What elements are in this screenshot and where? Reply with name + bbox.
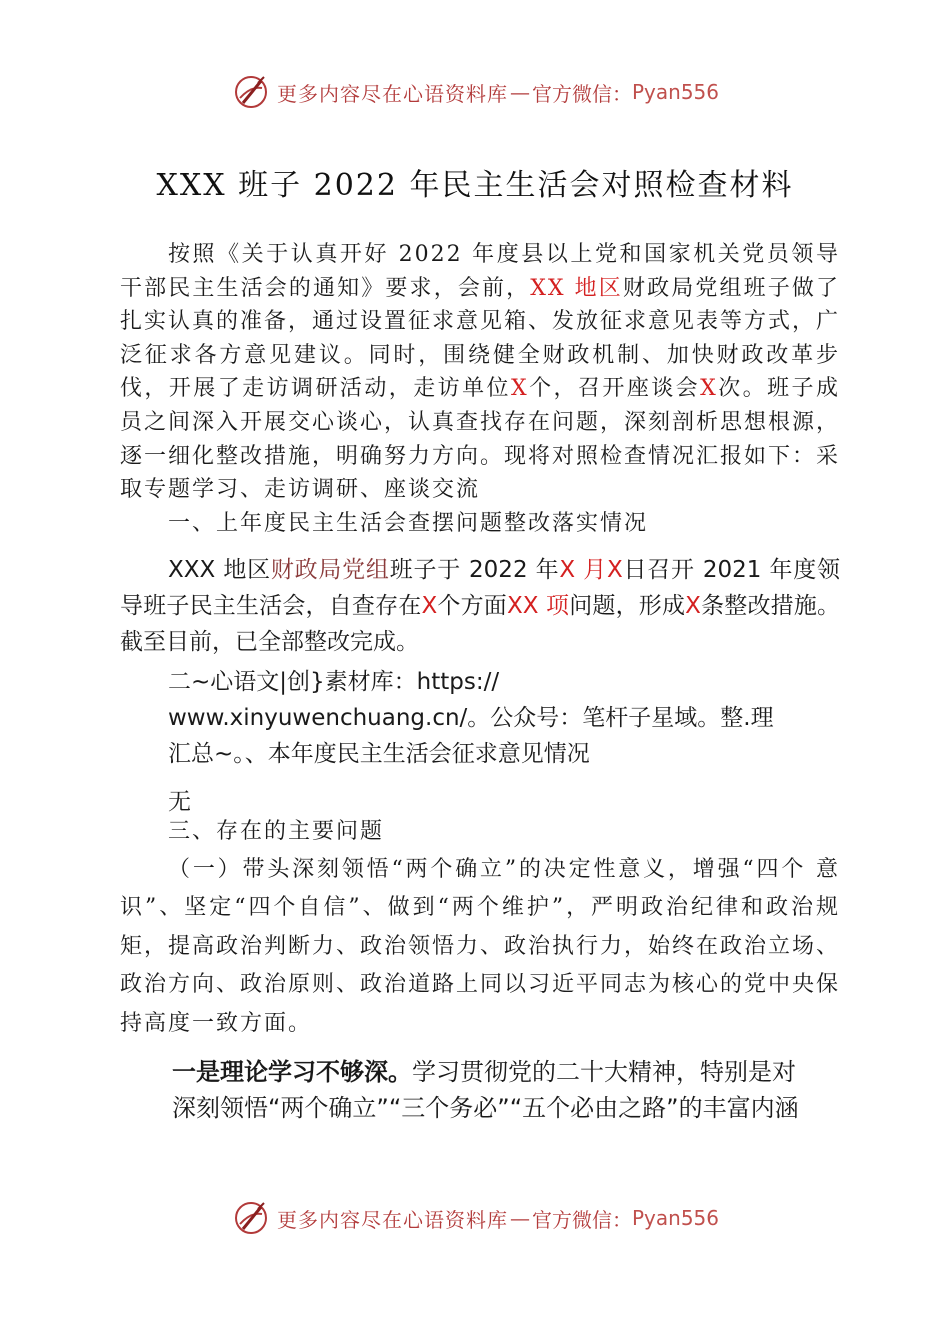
header-banner xyxy=(0,72,950,112)
footer-banner xyxy=(0,1198,950,1238)
s1-day: X xyxy=(607,557,623,583)
s1-text-f: 问题，形成 xyxy=(569,593,686,619)
intro-units-count: X xyxy=(510,376,529,402)
banner-weixin-id: Pyan556 xyxy=(631,80,719,104)
s1-items: XX 项 xyxy=(506,593,570,619)
section1-heading: 一、上年度民主生活会查摆问题整改落实情况 xyxy=(168,510,649,536)
s1-measures: X xyxy=(685,593,701,619)
pen-logo-icon xyxy=(231,1198,271,1238)
banner-weixin-id: Pyan556 xyxy=(631,1206,719,1230)
section1-paragraph xyxy=(120,552,840,660)
s1-month: X 月 xyxy=(559,557,607,583)
intro-block xyxy=(120,238,840,540)
banner-weixin-label: 官方微信： xyxy=(531,81,632,106)
intro-text-1: 按照《关于认真开好 2022 年度县以上党和国家机关党员领导干部民主生活会的通知》要求，会前， xyxy=(120,242,840,301)
s1-region: XXX 地区 xyxy=(168,557,271,583)
section1-block xyxy=(120,552,840,660)
section2-none: 无 xyxy=(168,789,191,815)
intro-text-3: 个，召开座谈会 xyxy=(528,376,701,402)
point1-text-2: 深刻领悟“两个确立”“三个务必”“五个必由之路”的丰富内涵 xyxy=(172,1094,799,1122)
s1-text-c: 班子于 2022 年 xyxy=(389,557,560,583)
section3-heading: 三、存在的主要问题 xyxy=(168,819,385,844)
banner-text: 更多内容尽在心语资料库 xyxy=(276,81,508,106)
s1-text-g: 条整改措施。截至目前，已全部整改完成。 xyxy=(120,593,841,655)
banner-dash: — xyxy=(509,1206,530,1230)
banner-weixin-label: 官方微信： xyxy=(531,1207,632,1232)
s1-bureau: 财政局党组 xyxy=(270,557,390,583)
s2-line-1: 二~心语文|创}素材库：https:// xyxy=(168,669,500,695)
intro-text-2: 财政局党组班子做了扎实认真的准备，通过设置征求意见箱、发放征求意见表等方式，广泛征求各方意见建议。同时，围绕健全财政机制、加快财政改革步伐，开展了走访调研活动，走访单位 xyxy=(120,275,841,402)
intro-text-4: 次。班子成员之间深入开展交心谈心，认真查找存在问题，深刻剖析思想根源，逐一细化整改措施，明确努力方向。现将对照检查情况汇报如下：采取专题学习、走访调研、座谈交流 xyxy=(120,376,841,503)
section2-heading xyxy=(168,664,848,772)
intro-region: XX 地区 xyxy=(530,275,623,301)
point1-text-1: 学习贯彻党的二十大精神，特别是对 xyxy=(412,1058,796,1086)
s2-line-2: www.xinyuwenchuang.cn/。公众号：笔杆子星域。整.理 xyxy=(168,705,774,731)
s1-text-d: 日召开 2021 年度领导班子民主生活会，自查存在 xyxy=(120,557,841,619)
section3-sub1: （一）带头深刻领悟“两个确立”的决定性意义，增强“四个 意识”、坚定“四个自信”、做到“两个维护”，严明政治纪律和政治规矩，提高政治判断力、政治领悟力、政治执行力，始终在政治立场、政治方向、政治原则、政治道路上同以习近平同志为核心的党中央保持高度一致方面。 xyxy=(120,856,841,1036)
intro-paragraph xyxy=(120,238,840,507)
point1-bold: 一是理论学习不够深。 xyxy=(172,1058,412,1086)
banner-text: 更多内容尽在心语资料库 xyxy=(276,1207,508,1232)
s2-line-3: 汇总~。、本年度民主生活会征求意见情况 xyxy=(168,741,590,767)
pen-logo-icon xyxy=(231,72,271,112)
document-title: XXX 班子 2022 年民主生活会对照检查材料 xyxy=(156,168,794,203)
s1-text-e: 个方面 xyxy=(437,593,507,619)
s1-aspects: X xyxy=(421,593,438,619)
intro-meetings-count: X xyxy=(700,376,718,402)
banner-dash: — xyxy=(509,80,530,104)
section2-block xyxy=(168,664,848,820)
section3-block xyxy=(120,815,840,1043)
point1-block xyxy=(172,1054,840,1126)
point1-paragraph xyxy=(172,1054,840,1126)
